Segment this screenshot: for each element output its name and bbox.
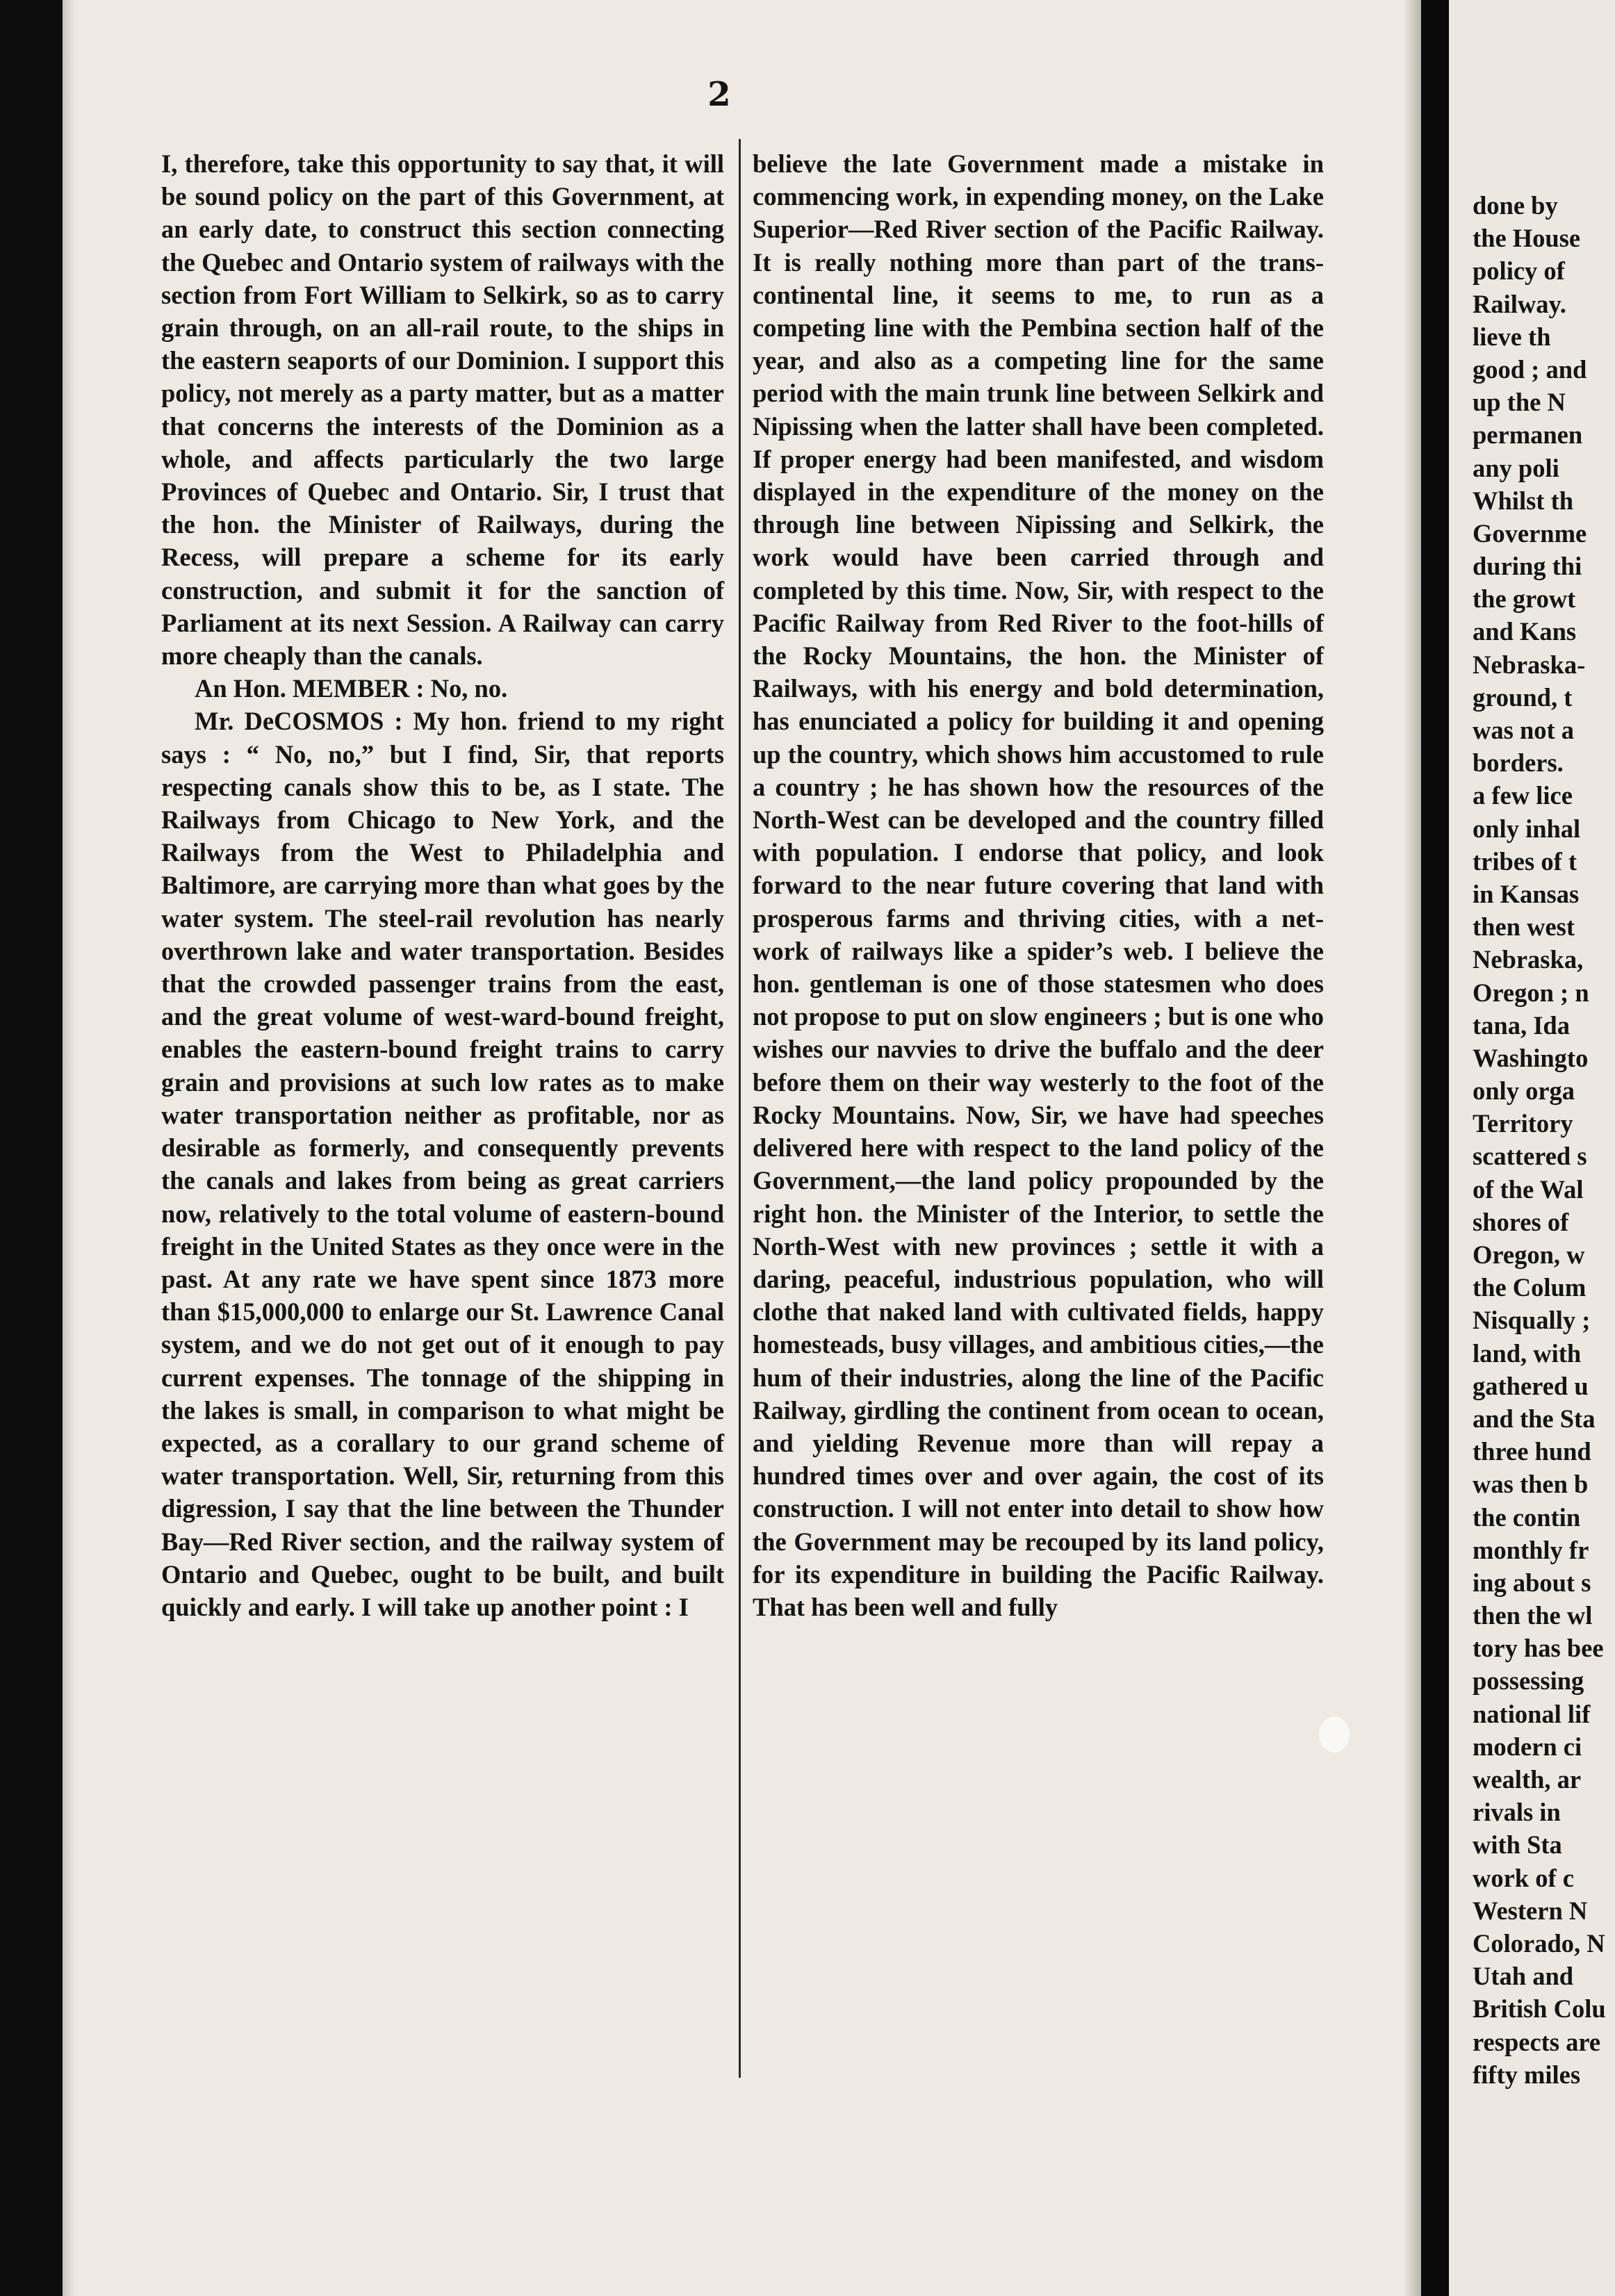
adjacent-page-line: Colorado, N (1473, 1928, 1605, 1958)
adjacent-page-line: good ; and (1473, 354, 1587, 384)
adjacent-page-line: done by (1473, 191, 1558, 220)
adjacent-page-line: scattered s (1473, 1142, 1587, 1171)
adjacent-page-line: Washingto (1473, 1043, 1589, 1072)
column-divider (739, 139, 741, 2078)
page-edge-shadow-left (63, 0, 75, 2296)
adjacent-page-line: modern ci (1473, 1732, 1582, 1761)
adjacent-page-line: tory has bee (1473, 1634, 1604, 1663)
adjacent-page-line: borders. (1473, 748, 1564, 778)
adjacent-page-line: tana, Ida (1473, 1010, 1570, 1040)
adjacent-page-line: Governme (1473, 518, 1587, 548)
text-column-right (753, 147, 1324, 1623)
adjacent-page-line: the Colum (1473, 1273, 1587, 1302)
adjacent-page-line: national lif (1473, 1699, 1591, 1728)
adjacent-page-line: any poli (1473, 453, 1559, 482)
adjacent-page-line: Railway. (1473, 289, 1566, 318)
adjacent-page-line: wealth, ar (1473, 1765, 1582, 1794)
adjacent-page-line: gathered u (1473, 1371, 1589, 1400)
adjacent-page-line: ground, t (1473, 682, 1573, 712)
adjacent-page-line: Nisqually ; (1473, 1306, 1591, 1335)
paper-blemish (1319, 1716, 1350, 1753)
adjacent-page-line: during thi (1473, 552, 1582, 581)
adjacent-page-line: British Colu (1473, 1994, 1606, 2024)
adjacent-page-line: Utah and (1473, 1962, 1574, 1991)
adjacent-page-line: was not a (1473, 716, 1575, 744)
adjacent-page-line: land, with (1473, 1338, 1582, 1368)
text-column-left (161, 147, 724, 1623)
paragraph-decosmos-speech: Mr. DeCOSMOS : My hon. friend to my right says : “ No, no,” but I find, Sir, that reports respecting canals show this to be, as I state. The Railways from Chicago to New York, and the Railways from the West to Philadelphia and Baltimore, are carrying more than what goes by the water system. The steel-rail revolution has nearly overthrown lake and water transportation. Besides that the crowded passenger trains from the east, and the great volume of west-ward-bound freight, enables the eastern-bound freight trains to carry grain and provisions at such low rates as to make water transportation neither as profitable, nor as desirable as formerly, and consequently prevents the canals and lakes from being as great carriers now, relatively to the total volume of eastern-bound freight in the United States as they once were in the past. At any rate we have spent since 1873 more than $15,000,000 to enlarge our St. Lawrence Canal system, and we do not get out of it enough to pay current expenses. The tonnage of the shipping in the lakes is small, in comparison to what might be expected, as a corallary to our grand scheme of water transportation. Well, Sir, returning from this digression, I say that the line between the Thunder Bay—Red River section, and the railway system of Ontario and Quebec, ought to be built, and built quickly and early. I will take up another point : I (161, 707, 724, 1621)
adjacent-page-line: the contin (1473, 1502, 1581, 1532)
adjacent-page-line: shores of (1473, 1207, 1569, 1236)
adjacent-page-line: with Sta (1473, 1830, 1562, 1860)
adjacent-page-line: lieve th (1473, 322, 1551, 351)
adjacent-page-fragment (1449, 0, 1615, 2296)
adjacent-page-line: Whilst th (1473, 486, 1574, 515)
adjacent-page-text (1473, 189, 1615, 2091)
adjacent-page-line: in Kansas (1473, 879, 1580, 908)
adjacent-page-line: Nebraska- (1473, 650, 1586, 679)
adjacent-page-line: Western N (1473, 1896, 1588, 1925)
adjacent-page-line: ing about s (1473, 1568, 1591, 1597)
adjacent-page-line: policy of (1473, 256, 1565, 286)
adjacent-page-line: a few lice (1473, 781, 1573, 810)
adjacent-page-line: the growt (1473, 584, 1576, 614)
adjacent-page-line: three hund (1473, 1437, 1591, 1466)
adjacent-page-line: rivals in (1473, 1798, 1561, 1827)
adjacent-page-line: respects are (1473, 2027, 1601, 2056)
adjacent-page-line: only inhal (1473, 814, 1581, 843)
page-edge-shadow-right (1403, 0, 1421, 2296)
adjacent-page-line: permanen (1473, 420, 1583, 450)
adjacent-page-line: the House (1473, 224, 1581, 253)
adjacent-page-line: and the Sta (1473, 1404, 1596, 1433)
adjacent-page-line: fifty miles (1473, 2060, 1581, 2089)
adjacent-page-line: tribes of t (1473, 846, 1577, 876)
page-number: 2 (707, 75, 731, 114)
page-binding-gutter (1421, 0, 1449, 2296)
paragraph-speaker-interjection: An Hon. MEMBER : No, no. (195, 674, 508, 703)
adjacent-page-line: only orga (1473, 1076, 1575, 1106)
adjacent-page-line: was then b (1473, 1470, 1589, 1499)
adjacent-page-line: Nebraska, (1473, 945, 1584, 974)
adjacent-page-line: work of c (1473, 1863, 1574, 1892)
adjacent-page-line: Territory (1473, 1109, 1573, 1138)
adjacent-page-line: Oregon, w (1473, 1240, 1585, 1269)
adjacent-page-line: of the Wal (1473, 1174, 1584, 1204)
adjacent-page-line: monthly fr (1473, 1535, 1589, 1564)
adjacent-page-line: then west (1473, 912, 1575, 942)
paragraph: I, therefore, take this opportunity to say that, it will be sound policy on the part of this Government, at an early date, to construct this section connecting the Quebec and Ontario system of railways with the section from Fort William to Selkirk, so as to carry grain through, on an all-rail route, to the ships in the eastern seaports of our Dominion. I support this policy, not merely as a party matter, but as a matter that concerns the interests of the Dominion as a whole, and affects particularly the two large Provinces of Quebec and Ontario. Sir, I trust that the hon. the Minister of Railways, during the Recess, will prepare a scheme for its early construction, and submit it for the sanction of Parliament at its next Session. A Railway can carry more cheaply than the canals. (161, 149, 724, 671)
paragraph: believe the late Government made a mistake in commencing work, in expending money, on the Lake Superior—Red River section of the Pacific Railway. It is really nothing more than part of the trans-continental line, it seems to me, to run as a competing line with the Pembina section half of the year, and also as a competing line for the same period with the main trunk line between Selkirk and Nipissing when the latter shall have been completed. If proper energy had been manifested, and wisdom displayed in the expenditure of the money on the through line between Nipissing and Selkirk, the work would have been carried through and completed by this time. Now, Sir, with respect to the Pacific Railway from Red River to the foot-hills of the Rocky Mountains, the hon. the Minister of Railways, with his energy and bold determination, has enunciated a policy for building it and opening up the country, which shows him accustomed to rule a country ; he has shown how the resources of the North-West can be developed and the country filled with population. I endorse that policy, and look forward to the near future covering that land with prosperous farms and thriving cities, with a net-work of railways like a spider’s web. I believe the hon. gentleman is one of those statesmen who does not propose to put on slow engineers ; but is one who wishes our navvies to drive the buffalo and the deer before them on their way westerly to the foot of the Rocky Mountains. Now, Sir, we have had speeches delivered here with respect to the land policy of the Government,—the land policy propounded by the right hon. the Minister of the Interior, to settle the North-West with new provinces ; settle it with a daring, peaceful, industrious population, who will clothe that naked land with cultivated fields, happy homesteads, busy villages, and ambitious cities,—the hum of their industries, along the line of the Pacific Railway, girdling the continent from ocean to ocean, and yielding Revenue more than will repay a hundred times over and over again, the cost of its construction. I will not enter into detail to show how the Government may be recouped by its land policy, for its expenditure in building the Pacific Railway. That has been well and fully (753, 149, 1324, 1621)
adjacent-page-line: possessing (1473, 1666, 1584, 1696)
adjacent-page-line: Oregon ; n (1473, 978, 1589, 1007)
adjacent-page-line: then the wl (1473, 1601, 1593, 1630)
adjacent-page-line: and Kans (1473, 617, 1577, 646)
adjacent-page-line: up the N (1473, 388, 1566, 417)
